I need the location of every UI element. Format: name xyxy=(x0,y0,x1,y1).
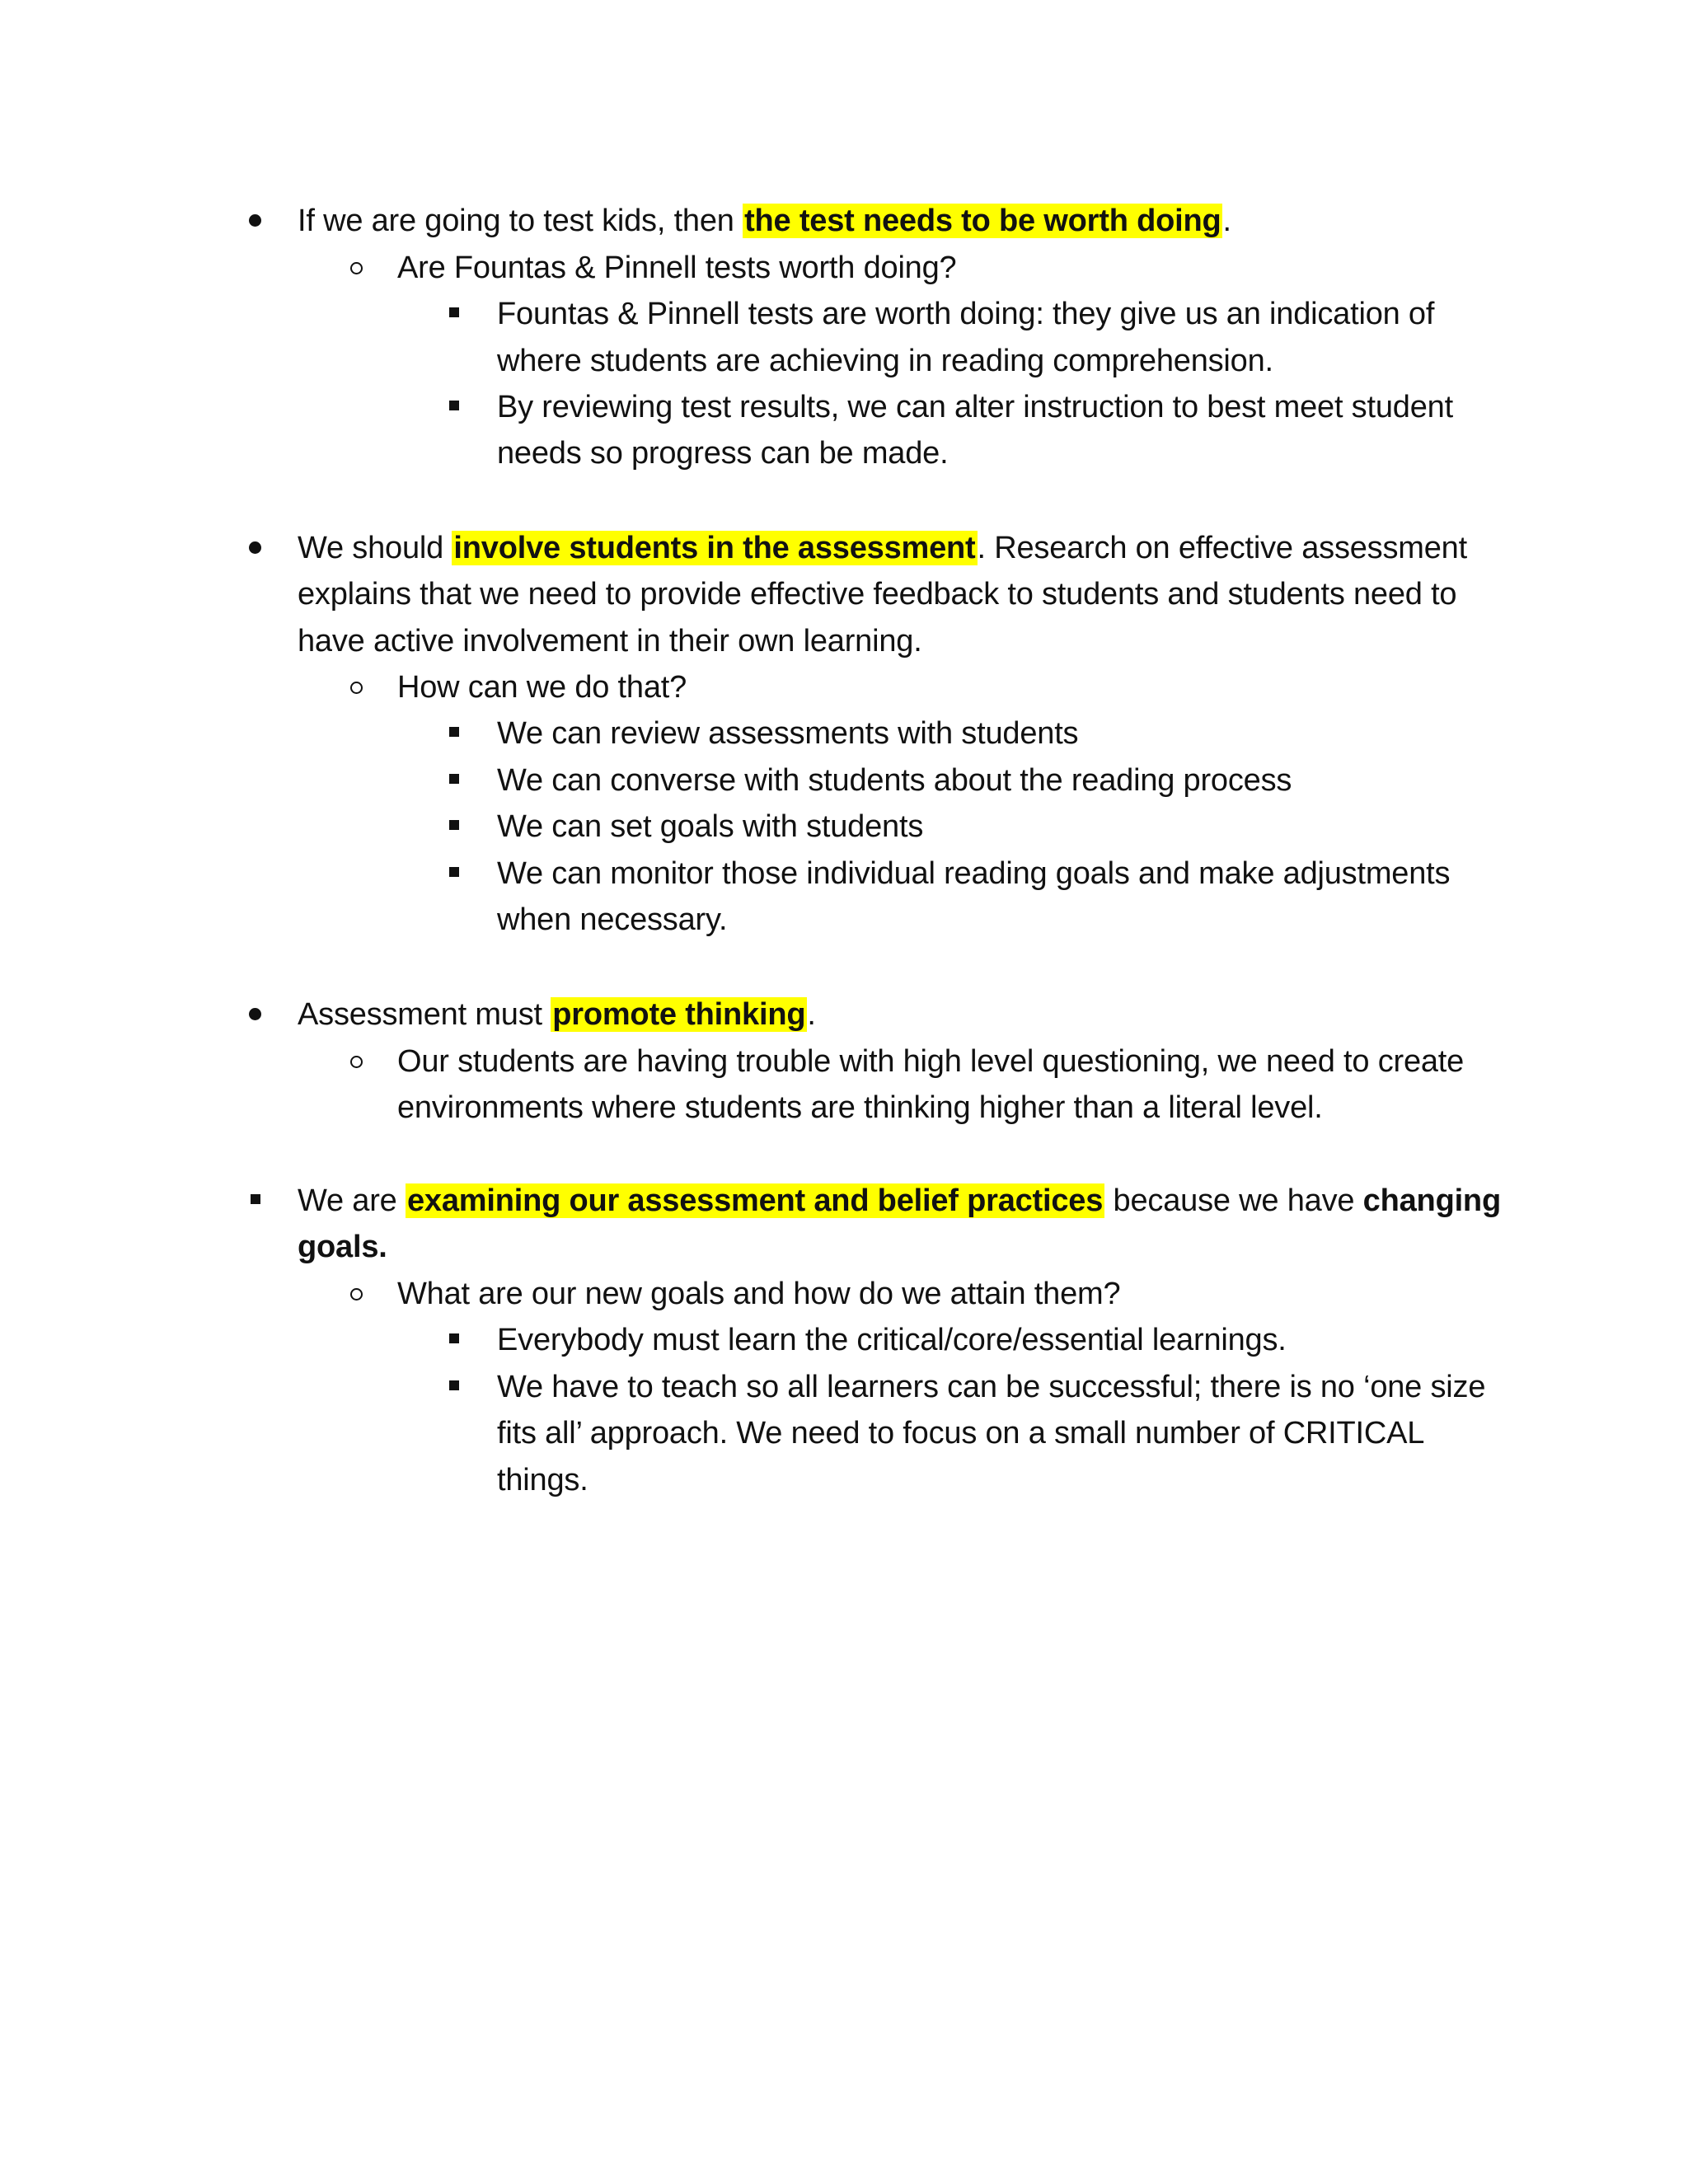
bullet-square-icon xyxy=(449,1380,459,1390)
list-item-line: We can set goals with students xyxy=(497,809,924,844)
list-item-line: We can monitor those individual reading goals and make adjustments xyxy=(497,856,1451,891)
highlight-text: examining our assessment and belief practices xyxy=(406,1183,1104,1218)
bullet-circle-icon xyxy=(350,1288,363,1301)
list-item-line: where students are achieving in reading comprehension. xyxy=(497,344,1273,378)
bullet-circle-icon xyxy=(350,1056,363,1068)
highlight-text: promote thinking xyxy=(552,997,806,1032)
bold-continuation: goals. xyxy=(298,1230,387,1264)
section-2-sub: How can we do that? xyxy=(397,670,687,705)
bullet-square-icon xyxy=(449,1333,459,1343)
list-item-line: when necessary. xyxy=(497,902,728,937)
section-3-sub-line: Our students are having trouble with high level questioning, we need to create xyxy=(397,1044,1465,1079)
list-item-line: fits all’ approach. We need to focus on a small number of CRITICAL xyxy=(497,1416,1425,1451)
bullet-square-icon xyxy=(449,774,459,784)
bullet-circle-icon xyxy=(350,682,363,694)
lead-suffix: . xyxy=(807,997,816,1032)
section-4-lead xyxy=(298,1178,1501,1224)
bullet-square-icon xyxy=(449,307,459,317)
list-item-line: Fountas & Pinnell tests are worth doing: they give us an indication of xyxy=(497,297,1435,331)
lead-continuation: have active involvement in their own learning. xyxy=(298,624,922,658)
lead-prefix: Assessment must xyxy=(298,997,551,1032)
lead-prefix: If we are going to test kids, then xyxy=(298,204,743,238)
bullet-dot-icon xyxy=(249,214,261,227)
bullet-square-icon xyxy=(449,820,459,830)
section-1-sub: Are Fountas & Pinnell tests worth doing? xyxy=(397,251,957,285)
highlight-text: involve students in the assessment xyxy=(453,531,976,565)
list-item-line: things. xyxy=(497,1463,588,1497)
highlight-text: the test needs to be worth doing xyxy=(744,204,1221,238)
section-3-sub-line: environments where students are thinking higher than a literal level. xyxy=(397,1090,1323,1125)
bold-tail: changing xyxy=(1362,1183,1501,1218)
lead-suffix: . Research on effective assessment xyxy=(977,531,1467,565)
list-item-line: We can converse with students about the reading process xyxy=(497,763,1292,798)
list-item-line: needs so progress can be made. xyxy=(497,436,949,471)
bullet-dot-icon xyxy=(249,1008,261,1020)
bullet-circle-icon xyxy=(350,262,363,274)
lead-suffix: . xyxy=(1222,204,1231,238)
lead-middle: because we have xyxy=(1104,1183,1363,1218)
bullet-square-icon xyxy=(251,1194,260,1204)
lead-prefix: We should xyxy=(298,531,452,565)
list-item-line: We have to teach so all learners can be successful; there is no ‘one size xyxy=(497,1370,1486,1404)
bullet-dot-icon xyxy=(249,541,261,554)
bullet-square-icon xyxy=(449,727,459,737)
section-3-lead xyxy=(298,991,816,1038)
list-item-line: We can review assessments with students xyxy=(497,716,1079,751)
lead-continuation: explains that we need to provide effective feedback to students and students need to xyxy=(298,577,1457,612)
list-item-line: Everybody must learn the critical/core/essential learnings. xyxy=(497,1323,1287,1357)
section-2-lead xyxy=(298,525,1467,571)
section-4-sub: What are our new goals and how do we attain them? xyxy=(397,1277,1121,1311)
section-1-lead xyxy=(298,198,1231,244)
list-item-line: By reviewing test results, we can alter instruction to best meet student xyxy=(497,390,1453,424)
lead-prefix: We are xyxy=(298,1183,406,1218)
bullet-square-icon xyxy=(449,867,459,877)
bullet-square-icon xyxy=(449,401,459,410)
